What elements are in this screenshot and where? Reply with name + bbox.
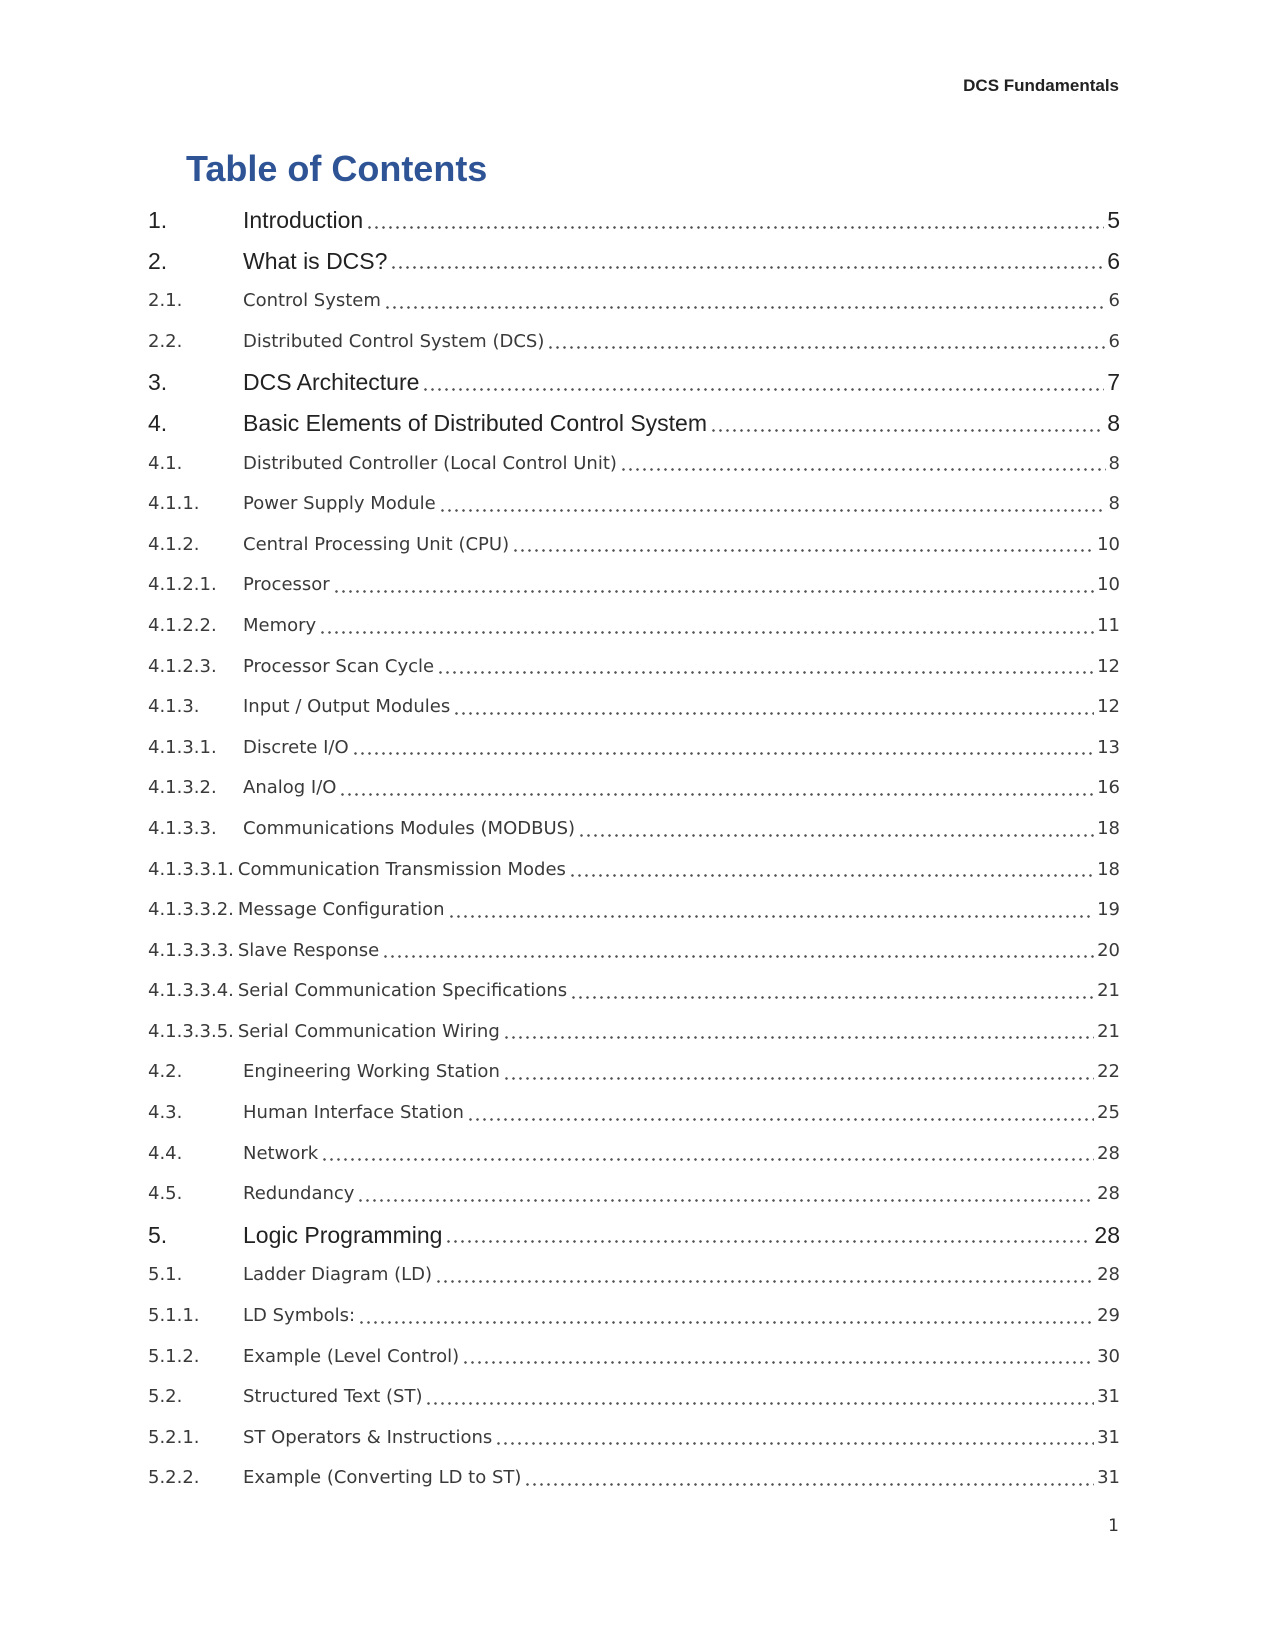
toc-entry-page: 11 bbox=[1097, 614, 1120, 636]
toc-entry[interactable] bbox=[148, 971, 1120, 1012]
toc-entry[interactable] bbox=[148, 768, 1120, 809]
toc-entry-number: 4.1.3.3.4. bbox=[148, 980, 234, 1002]
toc-entry-label: Structured Text (ST) bbox=[243, 1386, 423, 1408]
toc-entry-page: 8 bbox=[1107, 409, 1120, 436]
toc-entry-label: Analog I/O bbox=[243, 777, 337, 799]
running-header: DCS Fundamentals bbox=[963, 76, 1119, 95]
toc-entry[interactable] bbox=[148, 1134, 1120, 1175]
toc-entry-number: 4.1.3.3.2. bbox=[148, 899, 234, 921]
toc-entry[interactable] bbox=[148, 281, 1120, 322]
toc-entry-page: 21 bbox=[1097, 980, 1120, 1002]
toc-entry-label: LD Symbols: bbox=[243, 1305, 356, 1327]
toc-entry-page: 8 bbox=[1108, 452, 1120, 474]
toc-entry[interactable] bbox=[148, 200, 1120, 241]
toc-entry-number: 4.1.2.1. bbox=[148, 574, 217, 596]
toc-entry-number: 4.1.3.3.5. bbox=[148, 1020, 234, 1042]
toc-entry[interactable] bbox=[148, 1093, 1120, 1134]
toc-entry-number: 4.1.2.3. bbox=[148, 655, 217, 677]
toc-entry-label: Engineering Working Station bbox=[243, 1061, 500, 1083]
toc-entry[interactable] bbox=[148, 850, 1120, 891]
toc-entry-label: Processor bbox=[243, 574, 330, 596]
toc-entry[interactable] bbox=[148, 1012, 1120, 1053]
toc-entry[interactable] bbox=[148, 1458, 1120, 1499]
toc-entry-page: 10 bbox=[1097, 533, 1120, 555]
toc-entry-page: 6 bbox=[1107, 247, 1120, 274]
toc-entry-number: 4.2. bbox=[148, 1061, 183, 1083]
dot-leader bbox=[453, 712, 1094, 715]
toc-entry-page: 31 bbox=[1097, 1386, 1120, 1408]
toc-entry-label: Control System bbox=[243, 290, 381, 312]
toc-entry-label: Communications Modules (MODBUS) bbox=[243, 817, 576, 839]
toc-entry-page: 22 bbox=[1097, 1061, 1120, 1083]
toc-entry-page: 25 bbox=[1097, 1102, 1120, 1124]
toc-entry[interactable] bbox=[148, 1377, 1120, 1418]
toc-entry-page: 5 bbox=[1107, 207, 1120, 233]
toc-entry-page: 10 bbox=[1097, 574, 1120, 596]
toc-entry[interactable] bbox=[148, 1296, 1120, 1337]
toc-entry[interactable] bbox=[148, 890, 1120, 931]
toc-entry[interactable] bbox=[148, 809, 1120, 850]
toc-entry[interactable] bbox=[148, 1337, 1120, 1378]
toc-entry[interactable] bbox=[148, 1215, 1120, 1256]
toc-entry-page: 28 bbox=[1097, 1183, 1120, 1205]
toc-entry[interactable] bbox=[148, 1174, 1120, 1215]
toc-entry-number: 4.1.2.2. bbox=[148, 614, 217, 636]
toc-entry-page: 28 bbox=[1097, 1264, 1120, 1286]
toc-entry-label: What is DCS? bbox=[243, 247, 388, 274]
page-number: 1 bbox=[1108, 1516, 1119, 1536]
toc-entry-page: 30 bbox=[1097, 1345, 1120, 1367]
toc-entry-label: Logic Programming bbox=[243, 1221, 443, 1248]
toc-entry-page: 31 bbox=[1097, 1426, 1120, 1448]
toc-entry-label: Example (Level Control) bbox=[243, 1345, 460, 1367]
toc-entry-label: Redundancy bbox=[243, 1183, 355, 1205]
toc-entry-number: 5. bbox=[148, 1221, 168, 1248]
toc-entry-number: 2.2. bbox=[148, 330, 183, 352]
toc-entry-page: 7 bbox=[1107, 369, 1120, 396]
toc-entry-page: 28 bbox=[1094, 1221, 1120, 1248]
toc-entry-label: Slave Response bbox=[237, 939, 380, 961]
dot-leader bbox=[467, 1118, 1094, 1121]
toc-entry-label: Power Supply Module bbox=[243, 493, 436, 515]
dot-leader bbox=[358, 1321, 1094, 1324]
toc-entry-label: Introduction bbox=[243, 207, 364, 233]
toc-entry-number: 4.1.1. bbox=[148, 493, 200, 515]
toc-entry-label: Distributed Control System (DCS) bbox=[243, 330, 545, 352]
toc-entry-page: 28 bbox=[1097, 1142, 1120, 1164]
toc-entry-label: Distributed Controller (Local Control Unit) bbox=[243, 452, 617, 474]
toc-entry-page: 6 bbox=[1108, 330, 1120, 352]
toc-entry-page: 19 bbox=[1097, 899, 1120, 921]
toc-entry-label: Memory bbox=[243, 614, 317, 636]
dot-leader bbox=[503, 1077, 1094, 1080]
toc-entry-label: Example (Converting LD to ST) bbox=[243, 1467, 522, 1489]
dot-leader bbox=[710, 429, 1104, 432]
toc-entry[interactable] bbox=[148, 362, 1120, 403]
toc-entry-number: 1. bbox=[148, 207, 168, 233]
toc-entry-number: 2. bbox=[148, 247, 168, 274]
toc-entry[interactable] bbox=[148, 1418, 1120, 1459]
dot-leader bbox=[512, 549, 1094, 552]
dot-leader bbox=[384, 306, 1106, 309]
toc-entry-number: 4.1.3.3.3. bbox=[148, 939, 234, 961]
toc-entry-label: ST Operators & Instructions bbox=[243, 1426, 493, 1448]
toc-entry-number: 5.2.1. bbox=[148, 1426, 200, 1448]
dot-leader bbox=[435, 1280, 1094, 1283]
toc-entry-number: 5.1.1. bbox=[148, 1305, 200, 1327]
dot-leader bbox=[425, 1402, 1094, 1405]
dot-leader bbox=[321, 1158, 1094, 1161]
toc-entry[interactable] bbox=[148, 687, 1120, 728]
dot-leader bbox=[620, 468, 1106, 471]
toc-entry-number: 5.1. bbox=[148, 1264, 183, 1286]
toc-entry[interactable] bbox=[148, 1255, 1120, 1296]
toc-entry[interactable] bbox=[148, 1052, 1120, 1093]
toc-entry[interactable] bbox=[148, 444, 1120, 485]
dot-leader bbox=[524, 1483, 1094, 1486]
toc-entry-page: 12 bbox=[1097, 655, 1120, 677]
toc-entry[interactable] bbox=[148, 647, 1120, 688]
toc-entry-number: 5.2. bbox=[148, 1386, 183, 1408]
toc-entry-number: 4.3. bbox=[148, 1102, 183, 1124]
toc-entry-page: 29 bbox=[1097, 1305, 1120, 1327]
toc-entry[interactable] bbox=[148, 606, 1120, 647]
dot-leader bbox=[357, 1199, 1094, 1202]
toc-entry-label: Central Processing Unit (CPU) bbox=[243, 533, 510, 555]
toc-entry-page: 12 bbox=[1097, 696, 1120, 718]
toc-entry-number: 4. bbox=[148, 409, 168, 436]
toc-entry-page: 6 bbox=[1108, 290, 1120, 312]
toc-entry-number: 2.1. bbox=[148, 290, 183, 312]
toc-entry[interactable] bbox=[148, 322, 1120, 363]
toc-entry-label: Human Interface Station bbox=[243, 1102, 464, 1124]
toc-entry-number: 5.2.2. bbox=[148, 1467, 200, 1489]
toc-entry-label: Serial Communication Specifications bbox=[237, 980, 568, 1002]
dot-leader bbox=[437, 671, 1094, 674]
toc-entry-label: Communication Transmission Modes bbox=[237, 858, 566, 880]
toc-entry-label: Serial Communication Wiring bbox=[237, 1020, 500, 1042]
toc-entry-number: 4.1.3.2. bbox=[148, 777, 217, 799]
toc-entry-label: Network bbox=[243, 1142, 319, 1164]
dot-leader bbox=[333, 590, 1094, 593]
dot-leader bbox=[578, 834, 1094, 837]
toc-entry-number: 4.4. bbox=[148, 1142, 183, 1164]
toc-entry-number: 5.1.2. bbox=[148, 1345, 200, 1367]
toc-entry-label: Processor Scan Cycle bbox=[243, 655, 435, 677]
toc-entry-page: 16 bbox=[1097, 777, 1120, 799]
toc-entry[interactable] bbox=[148, 525, 1120, 566]
dot-leader bbox=[445, 1240, 1091, 1243]
toc-entry-page: 20 bbox=[1097, 939, 1120, 961]
dot-leader bbox=[569, 874, 1094, 877]
toc-entry-label: Discrete I/O bbox=[243, 736, 349, 758]
table-of-contents bbox=[148, 200, 1120, 1499]
dot-leader bbox=[570, 996, 1094, 999]
dot-leader bbox=[448, 915, 1095, 918]
toc-entry-number: 4.1.3.1. bbox=[148, 736, 217, 758]
toc-entry-number: 4.1.3.3.1. bbox=[148, 858, 234, 880]
toc-entry[interactable] bbox=[148, 728, 1120, 769]
toc-entry-number: 4.1.3. bbox=[148, 696, 200, 718]
dot-leader bbox=[382, 955, 1094, 958]
dot-leader bbox=[339, 793, 1094, 796]
dot-leader bbox=[390, 266, 1104, 269]
toc-entry[interactable] bbox=[148, 565, 1120, 606]
dot-leader bbox=[503, 1036, 1094, 1039]
dot-leader bbox=[547, 346, 1105, 349]
toc-entry-label: Message Configuration bbox=[237, 899, 445, 921]
toc-entry-number: 4.1.2. bbox=[148, 533, 200, 555]
toc-entry-page: 21 bbox=[1097, 1020, 1120, 1042]
toc-entry[interactable] bbox=[148, 931, 1120, 972]
toc-entry-number: 4.1. bbox=[148, 452, 183, 474]
dot-leader bbox=[439, 509, 1106, 512]
toc-entry-label: DCS Architecture bbox=[243, 369, 420, 396]
toc-entry[interactable] bbox=[148, 484, 1120, 525]
toc-entry-number: 4.1.3.3. bbox=[148, 817, 217, 839]
toc-entry[interactable] bbox=[148, 241, 1120, 282]
dot-leader bbox=[495, 1442, 1094, 1445]
toc-entry-page: 18 bbox=[1097, 817, 1120, 839]
toc-title: Table of Contents bbox=[186, 148, 488, 189]
toc-entry-label: Basic Elements of Distributed Control System bbox=[243, 409, 708, 436]
dot-leader bbox=[422, 388, 1104, 391]
toc-entry-label: Input / Output Modules bbox=[243, 696, 451, 718]
toc-entry-number: 4.5. bbox=[148, 1183, 183, 1205]
toc-entry-page: 13 bbox=[1097, 736, 1120, 758]
toc-entry[interactable] bbox=[148, 403, 1120, 444]
toc-entry-page: 8 bbox=[1108, 493, 1120, 515]
dot-leader bbox=[462, 1361, 1094, 1364]
dot-leader bbox=[319, 631, 1094, 634]
toc-entry-label: Ladder Diagram (LD) bbox=[243, 1264, 433, 1286]
toc-entry-page: 18 bbox=[1097, 858, 1120, 880]
dot-leader bbox=[366, 226, 1104, 229]
toc-entry-number: 3. bbox=[148, 369, 168, 396]
toc-entry-page: 31 bbox=[1097, 1467, 1120, 1489]
dot-leader bbox=[352, 752, 1094, 755]
